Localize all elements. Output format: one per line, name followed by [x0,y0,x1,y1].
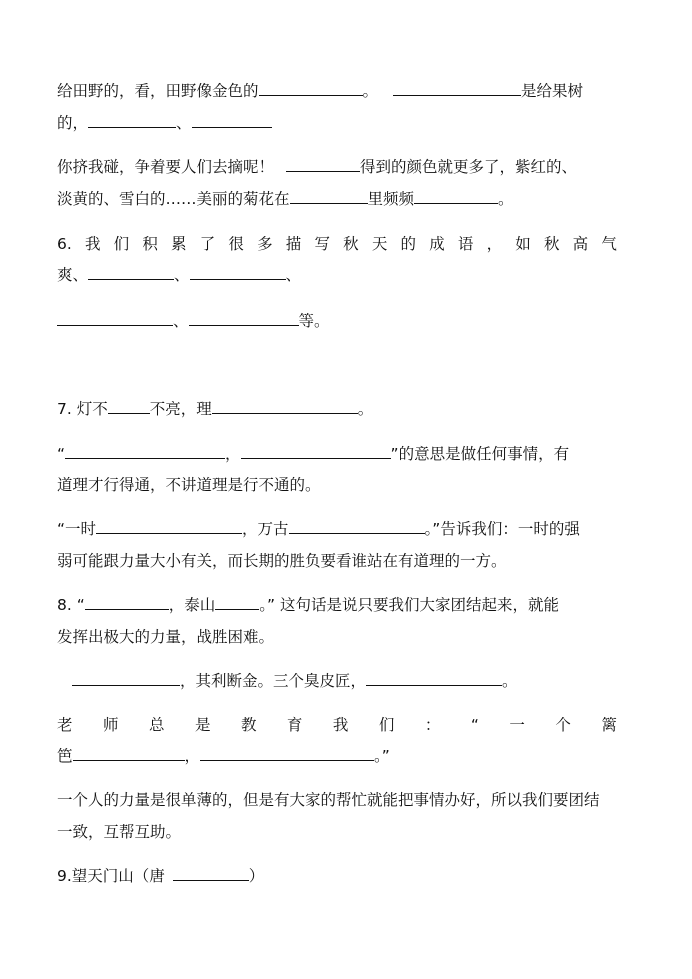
text: 。” [374,747,390,765]
text: 发挥出极大的力量，战胜困难。 [57,628,275,646]
line-18 [57,789,617,811]
char: 师 [102,716,119,734]
char: 们 [113,235,130,253]
text: “一时 [57,520,97,538]
text: 弱可能跟力量大小有关，而长期的胜负要看谁站在有道理的一方。 [57,552,507,570]
answer-blank[interactable] [57,310,173,326]
char: 一 [509,716,525,734]
line-11 [57,518,617,540]
char: 们 [378,716,395,734]
line-12 [57,550,617,572]
text: 。”告诉我们：一时的强 [424,520,580,538]
answer-blank[interactable] [289,518,425,534]
question-9-line [57,865,617,887]
line-3 [57,156,617,178]
char: 很 [228,235,244,253]
text: 一个人的力量是很单薄的，但是有大家的帮忙就能把事情办好，所以我们要团结 [57,791,600,809]
line-17 [57,745,617,767]
char: 了 [199,235,216,253]
line-7 [57,310,617,332]
text: ”的意思是做任何事情，有 [390,445,570,463]
text: 。 [362,82,379,100]
char: 气 [601,235,617,253]
answer-blank[interactable] [259,80,363,96]
char: 秋 [543,235,560,253]
char: 育 [286,716,303,734]
char: 成 [429,235,445,253]
char: 总 [148,716,165,734]
text: 。 [357,400,374,418]
text: 9.望天门山（唐 [57,867,165,885]
line-6 [57,264,617,286]
char: 描 [285,235,302,253]
char: 累 [171,235,187,253]
answer-blank[interactable] [189,310,299,326]
char: 的 [400,235,417,253]
char: 6. [57,235,72,253]
text: 给田野的，看，田野像金色的 [57,82,259,100]
text: 、 [176,114,192,132]
text: 8. “ [57,596,85,614]
answer-blank[interactable] [88,112,176,128]
text: 是给果树 [521,82,584,100]
text: ， [184,747,201,765]
text: ，泰山 [168,596,216,614]
text: 道理才行得通，不讲道理是行不通的。 [57,476,321,494]
char: 秋 [343,235,359,253]
line-9 [57,443,617,465]
text: 。 [498,190,514,208]
answer-blank[interactable] [108,398,150,414]
line-4 [57,188,617,210]
char: 积 [142,235,158,253]
text: “ [57,445,66,463]
text: 不亮，理 [149,400,212,418]
text: 笆 [57,747,73,765]
char: 天 [371,235,388,253]
answer-blank[interactable] [200,745,374,761]
char: 老 [57,716,73,734]
answer-blank[interactable] [72,670,180,686]
answer-blank[interactable] [65,443,225,459]
text: 爽、 [57,266,89,284]
text: 得到的颜色就更多了，紫红的、 [360,158,578,176]
text: 等。 [298,312,330,330]
text: 、 [285,266,302,284]
text: 。” 这句话是说只要我们大家团结起来，就能 [259,596,559,614]
line-2 [57,112,617,134]
char: 语 [457,235,474,253]
char: 写 [314,235,330,253]
answer-blank[interactable] [173,865,249,881]
answer-blank[interactable] [393,80,521,96]
answer-blank[interactable] [85,594,169,610]
text: ，其利断金。三个臭皮匠， [180,672,367,690]
text: 一致，互帮互助。 [57,823,182,841]
text: 你挤我碰，争着要人们去摘呢！ [57,158,275,176]
text: 。 [502,672,518,690]
question-8-line [57,594,617,616]
answer-blank[interactable] [215,594,259,610]
char: ： [424,716,441,734]
text: 里频频 [367,190,415,208]
char: 我 [332,716,349,734]
answer-blank[interactable] [290,188,368,204]
text: ，万古 [242,520,289,538]
char: 是 [194,716,211,734]
char: 篱 [601,716,617,734]
char: 如 [515,235,531,253]
answer-blank[interactable] [414,188,498,204]
text: 淡黄的、雪白的……美丽的菊花在 [57,190,290,208]
question-6-line [57,233,617,255]
line-19 [57,821,617,843]
line-16 [57,714,617,736]
line-1 [57,80,617,102]
line-10 [57,474,617,496]
text: 、 [173,312,189,330]
char: ， [486,235,503,253]
char: 高 [572,235,589,253]
text: ） [248,867,265,885]
char: 我 [84,235,101,253]
text: 、 [174,266,190,284]
char: 多 [257,235,273,253]
question-7-line [57,398,617,420]
line-14 [57,626,617,648]
answer-blank[interactable] [241,443,391,459]
text: 7. 灯不 [57,400,108,418]
answer-blank[interactable] [286,156,360,172]
answer-blank[interactable] [73,745,185,761]
char: “ [470,716,479,734]
answer-blank[interactable] [366,670,502,686]
text: ， [225,445,241,463]
line-15 [57,670,617,692]
answer-blank[interactable] [96,518,242,534]
answer-blank[interactable] [88,264,174,280]
char: 个 [555,716,571,734]
text: 的， [57,114,89,132]
answer-blank[interactable] [212,398,358,414]
answer-blank[interactable] [192,112,272,128]
answer-blank[interactable] [190,264,286,280]
char: 教 [240,716,257,734]
